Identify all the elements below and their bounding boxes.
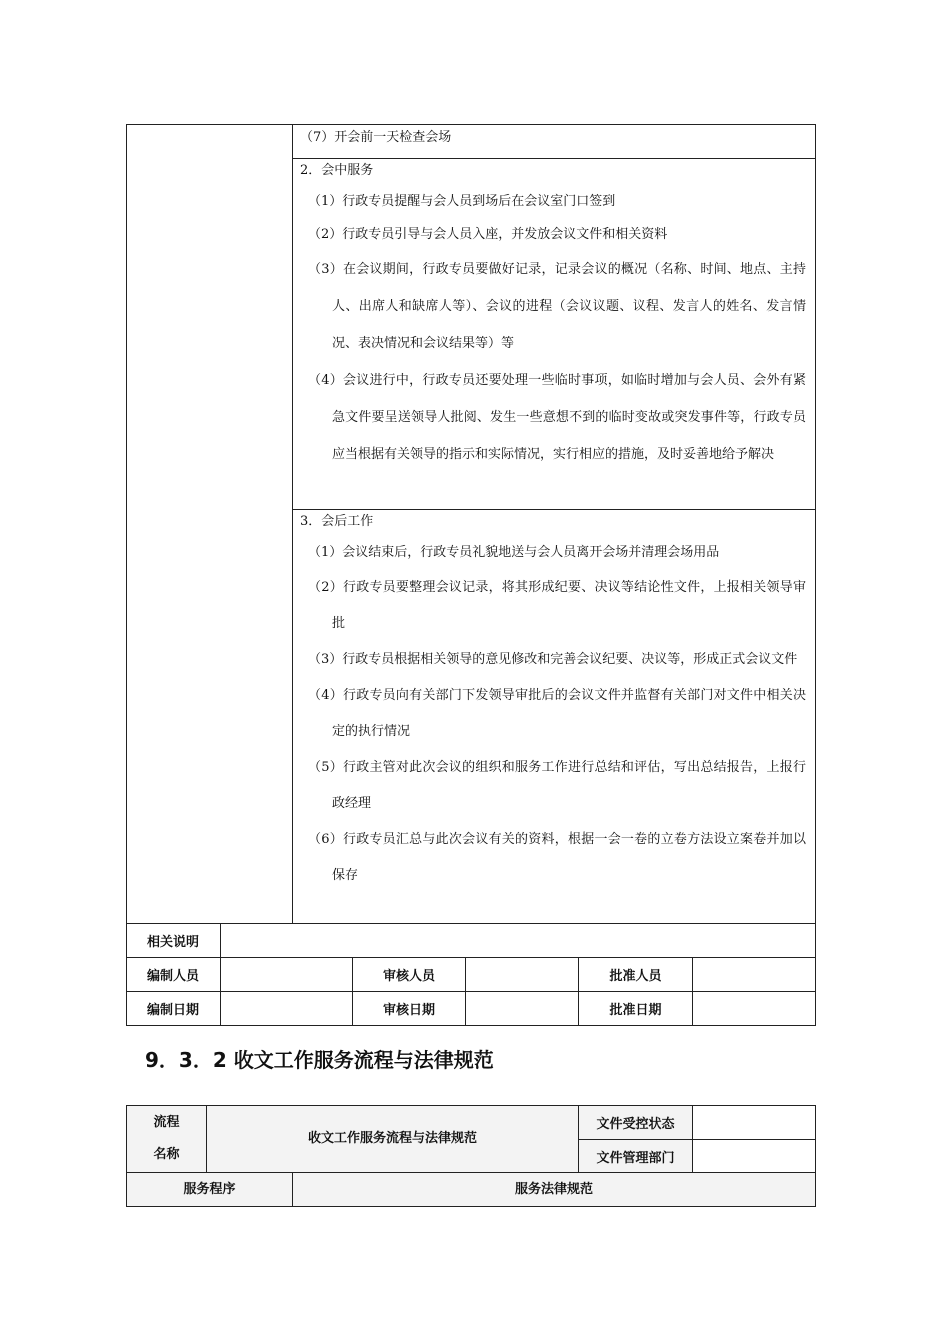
approved-date-label: 批准日期 bbox=[609, 1003, 662, 1018]
process-label-line2: 名称 bbox=[153, 1146, 180, 1162]
list-item: （1）行政专员提醒与会人员到场后在会议室门口签到 bbox=[308, 194, 616, 209]
section-body bbox=[304, 536, 806, 894]
section-title: 3．会后工作 bbox=[300, 514, 374, 529]
management-dept-label: 文件管理部门 bbox=[596, 1150, 675, 1166]
table-divider bbox=[126, 991, 816, 992]
list-item: （4）会议进行中，行政专员还要处理一些临时事项，如临时增加与会人员、会外有紧急文件要呈送领导人批阅、发生一些意想不到的临时变故或突发事件等，行政专员应当根据有关领导的指示和实际情况，实行相应的措施，及时妥善地给予解决 bbox=[308, 373, 806, 462]
section-body bbox=[304, 185, 806, 473]
list-item: （3）在会议期间，行政专员要做好记录，记录会议的概况（名称、时间、地点、主持人、出席人和缺席人等）、会议的进程（会议议题、议程、发言人的姓名、发言情况、表决情况和会议结果等）等 bbox=[308, 262, 806, 351]
reviewed-by-label: 审核人员 bbox=[382, 969, 435, 984]
list-item: （3）行政专员根据相关领导的意见修改和完善会议纪要、决议等，形成正式会议文件 bbox=[308, 652, 798, 667]
service-procedure-label: 服务程序 bbox=[183, 1181, 236, 1197]
table-divider bbox=[220, 923, 221, 1026]
related-notes-label: 相关说明 bbox=[146, 935, 199, 950]
table-divider bbox=[126, 923, 816, 924]
section-title: 2．会中服务 bbox=[300, 163, 374, 178]
section-heading: 9．3．2 收文工作服务流程与法律规范 bbox=[145, 1048, 494, 1072]
list-item: （6）行政专员汇总与此次会议有关的资料，根据一会一卷的立卷方法设立案卷并加以保存 bbox=[308, 832, 806, 883]
process-name: 收文工作服务流程与法律规范 bbox=[307, 1130, 477, 1146]
approved-by-label: 批准人员 bbox=[609, 969, 662, 984]
list-item: （4）行政专员向有关部门下发领导审批后的会议文件并监督有关部门对文件中相关决定的执行情况 bbox=[308, 688, 806, 739]
reviewed-date-label: 审核日期 bbox=[382, 1003, 435, 1018]
list-item: （1）会议结束后，行政专员礼貌地送与会人员离开会场并清理会场用品 bbox=[308, 545, 720, 560]
list-item: （2）行政专员引导与会人员入座，并发放会议文件和相关资料 bbox=[308, 227, 668, 242]
compiled-by-label: 编制人员 bbox=[146, 969, 199, 984]
table-divider bbox=[465, 957, 466, 1026]
table-divider bbox=[126, 957, 816, 958]
list-item: （2）行政专员要整理会议记录，将其形成纪要、决议等结论性文件，上报相关领导审批 bbox=[308, 580, 806, 631]
table-divider bbox=[692, 957, 693, 1026]
process-label-line1: 流程 bbox=[153, 1114, 180, 1130]
compiled-date-label: 编制日期 bbox=[146, 1003, 199, 1018]
control-status-label: 文件受控状态 bbox=[596, 1116, 675, 1132]
table-divider bbox=[292, 124, 293, 924]
list-item: （7）开会前一天检查会场 bbox=[300, 130, 452, 145]
list-item: （5）行政主管对此次会议的组织和服务工作进行总结和评估，写出总结报告，上报行政经理 bbox=[308, 760, 806, 811]
service-legal-norms-label: 服务法律规范 bbox=[514, 1181, 593, 1197]
